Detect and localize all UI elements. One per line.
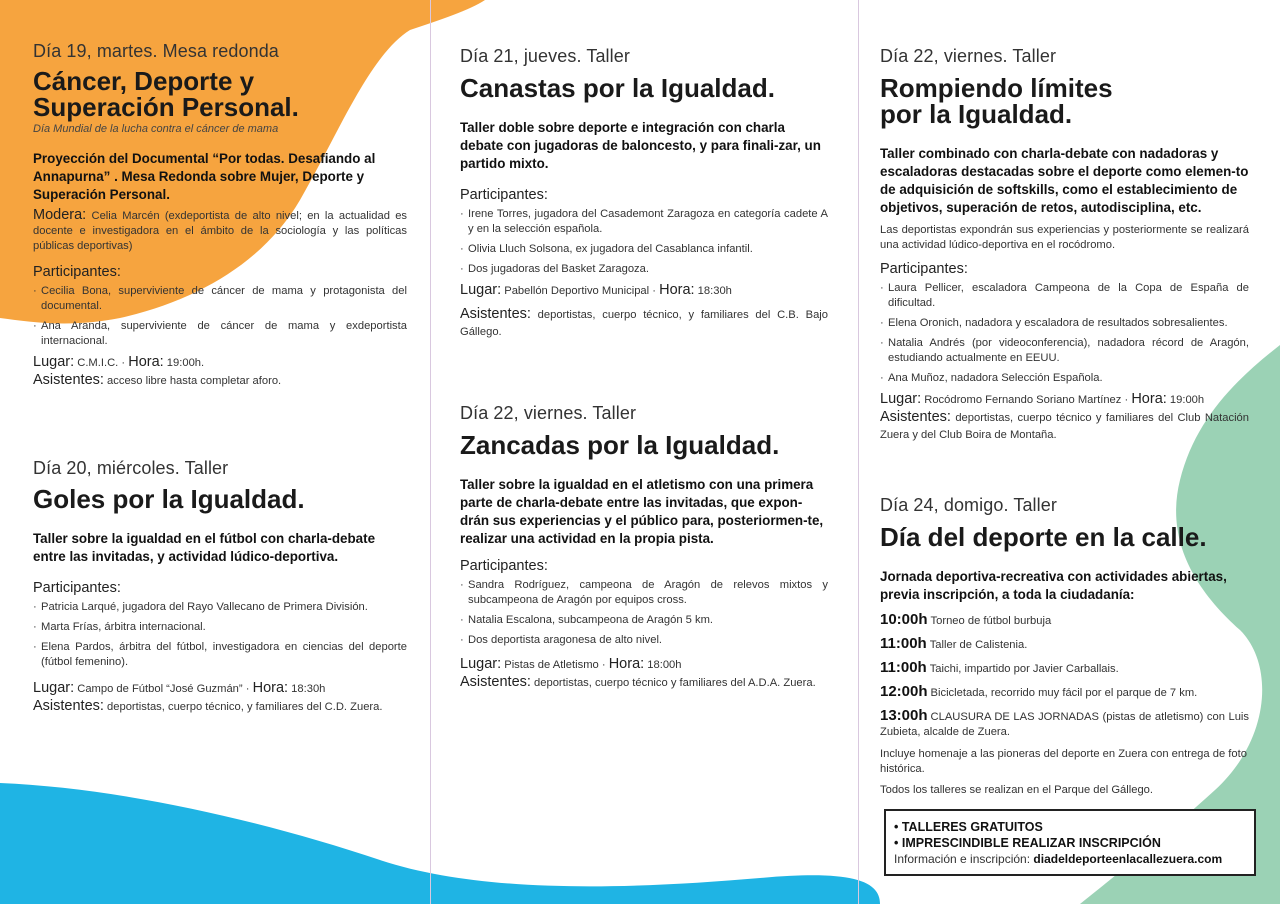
event-day22-rompiendo [880, 45, 1249, 444]
schedule-item [880, 684, 1249, 701]
time: 19:00h [1169, 394, 1205, 406]
participant-item: · Olivia Lluch Solsona, ex jugadora del Casablanca infantil. [460, 242, 828, 257]
event-note: Todos los talleres se realizan en el Parque del Gállego. [880, 784, 1154, 796]
time-label: Hora: [128, 354, 164, 370]
event-day19 [33, 40, 407, 390]
participant-item: · Cecilia Bona, superviviente de cáncer de mama y protagonista del documental. [33, 284, 407, 314]
time: 18:30h [291, 683, 326, 695]
schedule-time: 13:00h [880, 707, 928, 724]
schedule-item [880, 636, 1249, 653]
time-label: Hora: [252, 680, 289, 696]
participant-item: · Dos deportista aragonesa de alto nivel. [460, 633, 828, 648]
participant-item: · Sandra Rodríguez, campeona de Aragón de relevos mixtos y subcampeona de Aragón por equipos cross. [460, 578, 828, 608]
time: 19:00h. [166, 357, 205, 369]
schedule-time: 11:00h [880, 635, 927, 652]
registration-note: • IMPRESCINDIBLE REALIZAR INSCRIPCIÓN [894, 836, 1161, 850]
event-title: Goles por la Igualdad. [33, 484, 305, 514]
event-day: Día 24, domigo. Taller [880, 495, 1057, 515]
free-workshops-note: • TALLERES GRATUITOS [894, 820, 1043, 834]
event-day21 [460, 45, 828, 341]
event-day: Día 22, viernes. Taller [460, 403, 637, 423]
registration-info [894, 851, 1254, 867]
attendees-label: Asistentes: [460, 674, 531, 690]
participants-list [460, 578, 828, 648]
participants-list [33, 284, 407, 349]
participant-item: · Dos jugadoras del Basket Zaragoza. [460, 262, 828, 277]
venue-line: Lugar: Campo de Fútbol “José Guzmán” · Hora: 18:30h [33, 680, 326, 696]
attendees: deportistas, cuerpo técnico, y familiares del C.B. Bajo Gállego. [460, 309, 828, 338]
registration-url[interactable]: diadeldeporteenlacallezuera.com [1033, 852, 1223, 866]
attendees: deportistas, cuerpo técnico y familiares del A.D.A. Zuera. [534, 677, 816, 689]
schedule-item [880, 660, 1249, 677]
event-note: Incluye homenaje a las pioneras del deporte en Zuera con entrega de foto histórica. [880, 748, 1247, 775]
event-title: Canastas por la Igualdad. [460, 73, 775, 103]
moderator-text: Celia Marcén (exdeportista de alto nivel; en la actualidad es docente e investigadora en el ámbito de la sociología y las políticas públicas deportivas) [33, 210, 408, 252]
schedule-text: Taller de Calistenia. [929, 639, 1028, 651]
venue-line: Lugar: Pistas de Atletismo · Hora: 18:00h [460, 656, 682, 672]
attendees-line [880, 409, 1249, 444]
venue-label: Lugar: [460, 656, 502, 672]
title-line: Rompiendo límites [880, 73, 1113, 103]
participants-label: Participantes: [460, 187, 548, 203]
participant-item: · Natalia Andrés (por videoconferencia), nadadora récord de Aragón, estudiando actualmente en EEUU. [880, 336, 1249, 366]
event-day: Día 22, viernes. Taller [880, 46, 1057, 66]
venue-label: Lugar: [33, 680, 75, 696]
participant-item: · Natalia Escalona, subcampeona de Aragón 5 km. [460, 613, 828, 628]
attendees-line [33, 372, 407, 390]
time: 18:00h [647, 659, 682, 671]
participants-list [33, 600, 407, 670]
venue-line: Lugar: Pabellón Deportivo Municipal · Hora: 18:30h [460, 282, 732, 298]
participant-item: · Marta Frías, árbitra internacional. [33, 620, 407, 635]
participant-item: · Ana Aranda, superviviente de cáncer de mama y exdeportista internacional. [33, 319, 407, 349]
attendees-label: Asistentes: [880, 409, 951, 425]
venue: Pabellón Deportivo Municipal [504, 285, 650, 297]
event-title: Zancadas por la Igualdad. [460, 430, 780, 460]
participants-list [880, 281, 1249, 386]
moderator [33, 208, 407, 254]
event-title [33, 68, 407, 120]
participants-label: Participantes: [460, 558, 548, 574]
participants-label: Participantes: [880, 261, 968, 277]
event-day24 [880, 494, 1249, 804]
time-label: Hora: [659, 282, 695, 298]
participants-label: Participantes: [33, 580, 121, 596]
column-divider-right [858, 0, 859, 904]
moderator-label: Modera: [33, 207, 87, 223]
event-day: Día 20, miércoles. Taller [33, 458, 229, 478]
participant-item: · Irene Torres, jugadora del Casademont Zaragoza en categoría cadete A y en la selección española. [460, 207, 828, 237]
info-box [884, 809, 1256, 876]
event-description: Taller doble sobre deporte e integración con charla debate con jugadoras de baloncesto, y para finali-zar, un partido mixto. [460, 120, 821, 171]
registration-info-label: Información e inscripción: [894, 852, 1031, 866]
event-description: Taller combinado con charla-debate con nadadoras y escaladoras destacadas sobre el deporte como elemen-to de adquisición de softskills, como el establecimiento de objetivos, superación de retos, autodisciplina, etc. [880, 146, 1249, 215]
attendees-label: Asistentes: [33, 698, 104, 714]
venue: Rocódromo Fernando Soriano Martínez [924, 394, 1122, 406]
attendees-label: Asistentes: [460, 306, 531, 322]
schedule-item [880, 612, 1249, 629]
participant-item: · Laura Pellicer, escaladora Campeona de la Copa de España de dificultad. [880, 281, 1249, 311]
event-day20 [33, 457, 407, 716]
event-description: Taller sobre la igualdad en el atletismo con una primera parte de charla-debate entre las invitadas, que expon-drán sus experiencias y el público para, posteriormen-te, realizar una actividad en la propia pista. [460, 477, 824, 546]
schedule-list [880, 612, 1249, 740]
participants-label: Participantes: [33, 264, 121, 280]
event-description: Jornada deportiva-recreativa con actividades abiertas, previa inscripción, a toda la ciudadanía: [880, 569, 1227, 602]
event-extra: Las deportistas expondrán sus experiencias y posteriormente se realizará una actividad lúdico-deportiva en el rocódromo. [880, 224, 1249, 251]
event-day: Día 19, martes. Mesa redonda [33, 41, 279, 61]
schedule-time: 11:00h [880, 659, 927, 676]
attendees: acceso libre hasta completar aforo. [107, 375, 282, 387]
venue: Campo de Fútbol “José Guzmán” [77, 683, 243, 695]
participant-item: · Ana Muñoz, nadadora Selección Española. [880, 371, 1249, 386]
title-line: Cáncer, Deporte y [33, 66, 255, 96]
event-description: Taller sobre la igualdad en el fútbol con charla-debate entre las invitadas, y actividad lúdico-deportiva. [33, 531, 376, 564]
schedule-time: 10:00h [880, 611, 928, 628]
schedule-text: Taichi, impartido por Javier Carballais. [929, 663, 1119, 675]
schedule-item [880, 708, 1249, 740]
title-line: por la Igualdad. [880, 99, 1073, 129]
time-label: Hora: [608, 656, 645, 672]
event-subtitle: Día Mundial de la lucha contra el cáncer de mama [33, 123, 279, 135]
participant-item: · Elena Oronich, nadadora y escaladora de resultados sobresalientes. [880, 316, 1249, 331]
time: 18:30h [697, 285, 732, 297]
venue-label: Lugar: [880, 391, 922, 407]
attendees-line [460, 306, 828, 341]
venue-label: Lugar: [460, 282, 502, 298]
venue: C.M.I.C. [77, 357, 119, 369]
attendees-label: Asistentes: [33, 372, 104, 388]
schedule-time: 12:00h [880, 683, 928, 700]
column-divider-left [430, 0, 431, 904]
title-line: Superación Personal. [33, 92, 299, 122]
participant-item: · Elena Pardos, árbitra del fútbol, investigadora en ciencias del deporte (fútbol femenino). [33, 640, 407, 670]
venue-label: Lugar: [33, 354, 75, 370]
event-day22-zancadas [460, 402, 828, 692]
event-day: Día 21, jueves. Taller [460, 46, 630, 66]
attendees-line [33, 698, 407, 716]
participants-list [460, 207, 828, 277]
venue-line: Lugar: C.M.I.C. · Hora: 19:00h. [33, 354, 205, 370]
event-title: Día del deporte en la calle. [880, 522, 1207, 552]
blue-wave [0, 783, 880, 904]
attendees: deportistas, cuerpo técnico, y familiares del C.D. Zuera. [107, 701, 383, 713]
schedule-text: Bicicletada, recorrido muy fácil por el parque de 7 km. [930, 687, 1198, 699]
event-description: Proyección del Documental “Por todas. Desafiando al Annapurna” . Mesa Redonda sobre Mujer, Deporte y Superación Personal. [33, 151, 376, 202]
attendees-line [460, 674, 828, 692]
schedule-text: Torneo de fútbol burbuja [930, 615, 1052, 627]
schedule-text: CLAUSURA DE LAS JORNADAS (pistas de atletismo) con Luis Zubieta, alcalde de Zuera. [880, 711, 1249, 738]
attendees: deportistas, cuerpo técnico y familiares del Club Natación Zuera y del Club Boira de Montaña. [880, 412, 1249, 441]
venue-line: Lugar: Rocódromo Fernando Soriano Martínez · Hora: 19:00h [880, 391, 1205, 407]
venue: Pistas de Atletismo [504, 659, 599, 671]
participant-item: · Patricia Larqué, jugadora del Rayo Vallecano de Primera División. [33, 600, 407, 615]
event-title [880, 75, 1249, 127]
time-label: Hora: [1131, 391, 1167, 407]
